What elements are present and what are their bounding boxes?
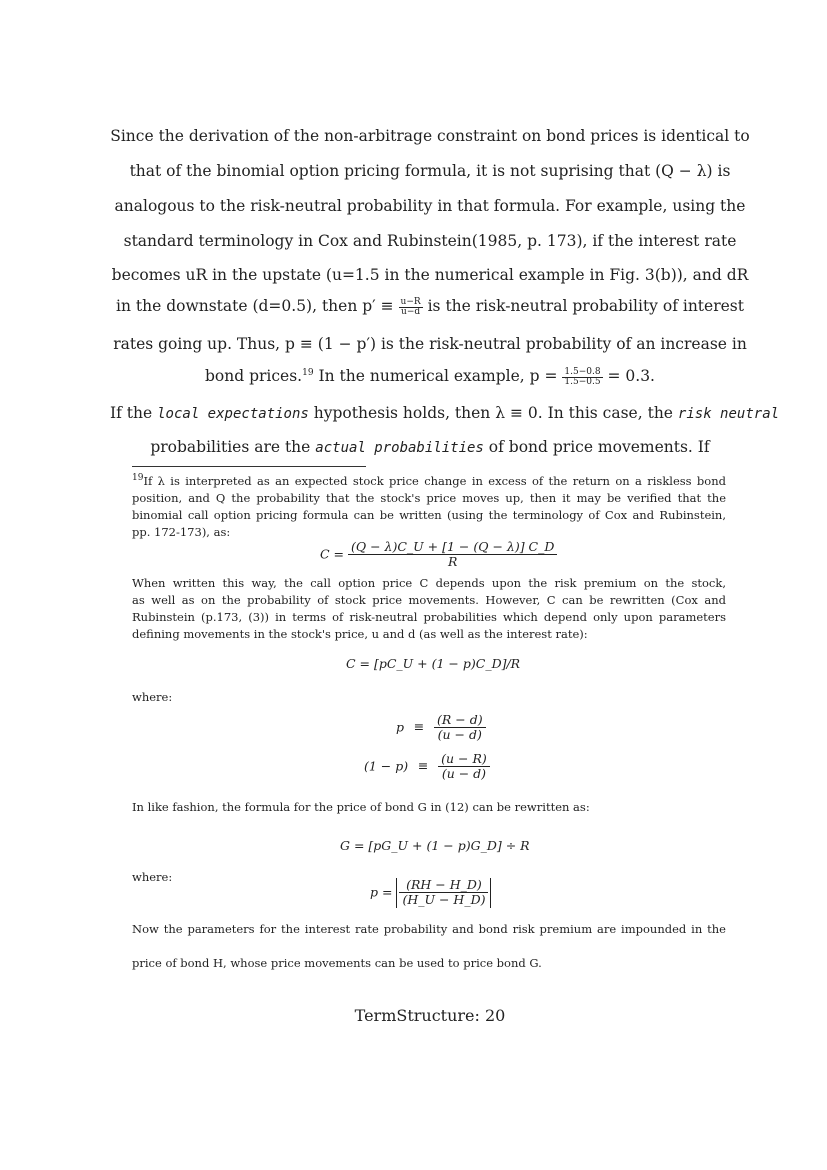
emphasis-local-expectations: local expectations <box>157 406 309 422</box>
page-number: TermStructure: 20 <box>354 1006 506 1025</box>
equation-denominator: (u − d) <box>441 766 487 782</box>
body-line-4: standard terminology in Cox and Rubinstein(1985, p. 173), if the interest rate <box>123 232 737 250</box>
equation-denominator: (H_U − H_D) <box>402 892 486 908</box>
fraction-numerator: u−R <box>400 296 421 307</box>
equation-numerator: (R − d) <box>434 713 486 728</box>
body-line-8-pre: bond prices. <box>205 367 303 385</box>
equation-lhs: (1 − p) <box>364 758 409 774</box>
equation-fraction <box>348 540 557 570</box>
footnote-rule <box>132 466 366 467</box>
equation-fraction <box>434 713 486 743</box>
numerical-example-fraction <box>562 368 602 387</box>
equation-p-definition <box>396 713 486 743</box>
equation-relation: ≡ <box>413 719 425 735</box>
emphasis-risk-neutral: risk neutral <box>677 406 780 422</box>
footnote-marker: 19 <box>302 367 314 378</box>
footnote-line-3: binomial call option pricing formula can be written (using the terminology of Cox and Rubinstein, <box>132 508 726 522</box>
footnote-line-1 <box>132 474 726 488</box>
footnote-line-10: Now the parameters for the interest rate probability and bond risk premium are impounded in the <box>132 922 726 936</box>
body-line-10-a: probabilities are the <box>150 438 316 456</box>
equation-denominator: R <box>447 554 458 570</box>
footnote-line-11: price of bond H, whose price movements can be used to price bond G. <box>132 956 542 970</box>
body-line-8 <box>110 367 750 387</box>
footnote-line-5: When written this way, the call option price C depends upon the risk premium on the stock, <box>132 576 726 590</box>
equation-one-minus-p <box>364 752 490 782</box>
body-line-9-a: If the <box>110 404 158 422</box>
body-line-8-mid: In the numerical example, p = <box>313 367 563 385</box>
equation-numerator: (u − R) <box>438 752 490 767</box>
equation-denominator: (u − d) <box>437 727 482 743</box>
footnote-number: 19 <box>132 473 144 484</box>
footnote-line-4: pp. 172-173), as: <box>132 525 231 539</box>
body-line-9-c: hypothesis holds, then λ ≡ 0. In this case, the <box>308 404 678 422</box>
footnote-line-9: In like fashion, the formula for the price of bond G in (12) can be rewritten as: <box>132 800 590 814</box>
body-line-1: Since the derivation of the non-arbitrage constraint on bond prices is identical to <box>110 127 750 145</box>
body-line-10-c: of bond price movements. If <box>483 438 710 456</box>
footnote-line-8: defining movements in the stock's price, u and d (as well as the interest rate): <box>132 627 588 641</box>
fraction-denominator: 1.5−0.5 <box>564 376 601 387</box>
footnote-line-2: position, and Q the probability that the stock's price moves up, then it may be verified that the <box>132 491 726 505</box>
equation-bond-g: G = [pG_U + (1 − p)G_D] ÷ R <box>340 838 530 853</box>
equation-call-price-1 <box>320 540 557 570</box>
body-line-5: becomes uR in the upstate (u=1.5 in the numerical example in Fig. 3(b)), and dR <box>111 266 749 284</box>
body-line-8-post: = 0.3. <box>602 367 655 385</box>
body-line-2: that of the binomial option pricing formula, it is not suprising that (Q − λ) is <box>129 162 731 180</box>
fraction-denominator: u−d <box>401 306 421 317</box>
footnote-line-7: Rubinstein (p.173, (3)) in terms of risk-neutral probabilities which depend only upon parameters <box>132 610 726 624</box>
equation-numerator: (Q − λ)C_U + [1 − (Q − λ)] C_D <box>348 540 557 555</box>
equation-call-price-2: C = [pC_U + (1 − p)C_D]/R <box>346 656 521 671</box>
body-line-9 <box>110 404 780 422</box>
where-label-1: where: <box>132 690 173 704</box>
footnote-text-1: If λ is interpreted as an expected stock price change in excess of the return on a riskless bond <box>143 474 726 488</box>
equation-numerator: (RH − H_D) <box>399 878 488 893</box>
body-line-10 <box>110 438 750 456</box>
equation-p-bond <box>370 878 491 908</box>
fraction-numerator: 1.5−0.8 <box>564 366 601 377</box>
body-line-6 <box>110 297 750 317</box>
emphasis-actual-probabilities: actual probabilities <box>315 440 484 456</box>
equation-lhs: p <box>396 719 405 735</box>
body-line-6-pre: in the downstate (d=0.5), then p′ ≡ <box>116 297 399 315</box>
body-line-3: analogous to the risk-neutral probability in that formula. For example, using the <box>114 197 746 215</box>
body-line-7: rates going up. Thus, p ≡ (1 − p′) is the risk-neutral probability of an increase in <box>113 335 747 353</box>
where-label-2: where: <box>132 870 173 884</box>
equation-relation: ≡ <box>417 758 429 774</box>
body-line-6-post: is the risk-neutral probability of interest <box>422 297 744 315</box>
equation-lhs: C = <box>320 546 345 562</box>
equation-fraction <box>396 878 491 908</box>
equation-fraction <box>438 752 490 782</box>
footnote-line-6: as well as on the probability of stock price movements. However, C can be rewritten (Cox and <box>132 593 726 607</box>
risk-neutral-fraction <box>399 298 423 317</box>
equation-lhs: p = <box>370 884 393 900</box>
